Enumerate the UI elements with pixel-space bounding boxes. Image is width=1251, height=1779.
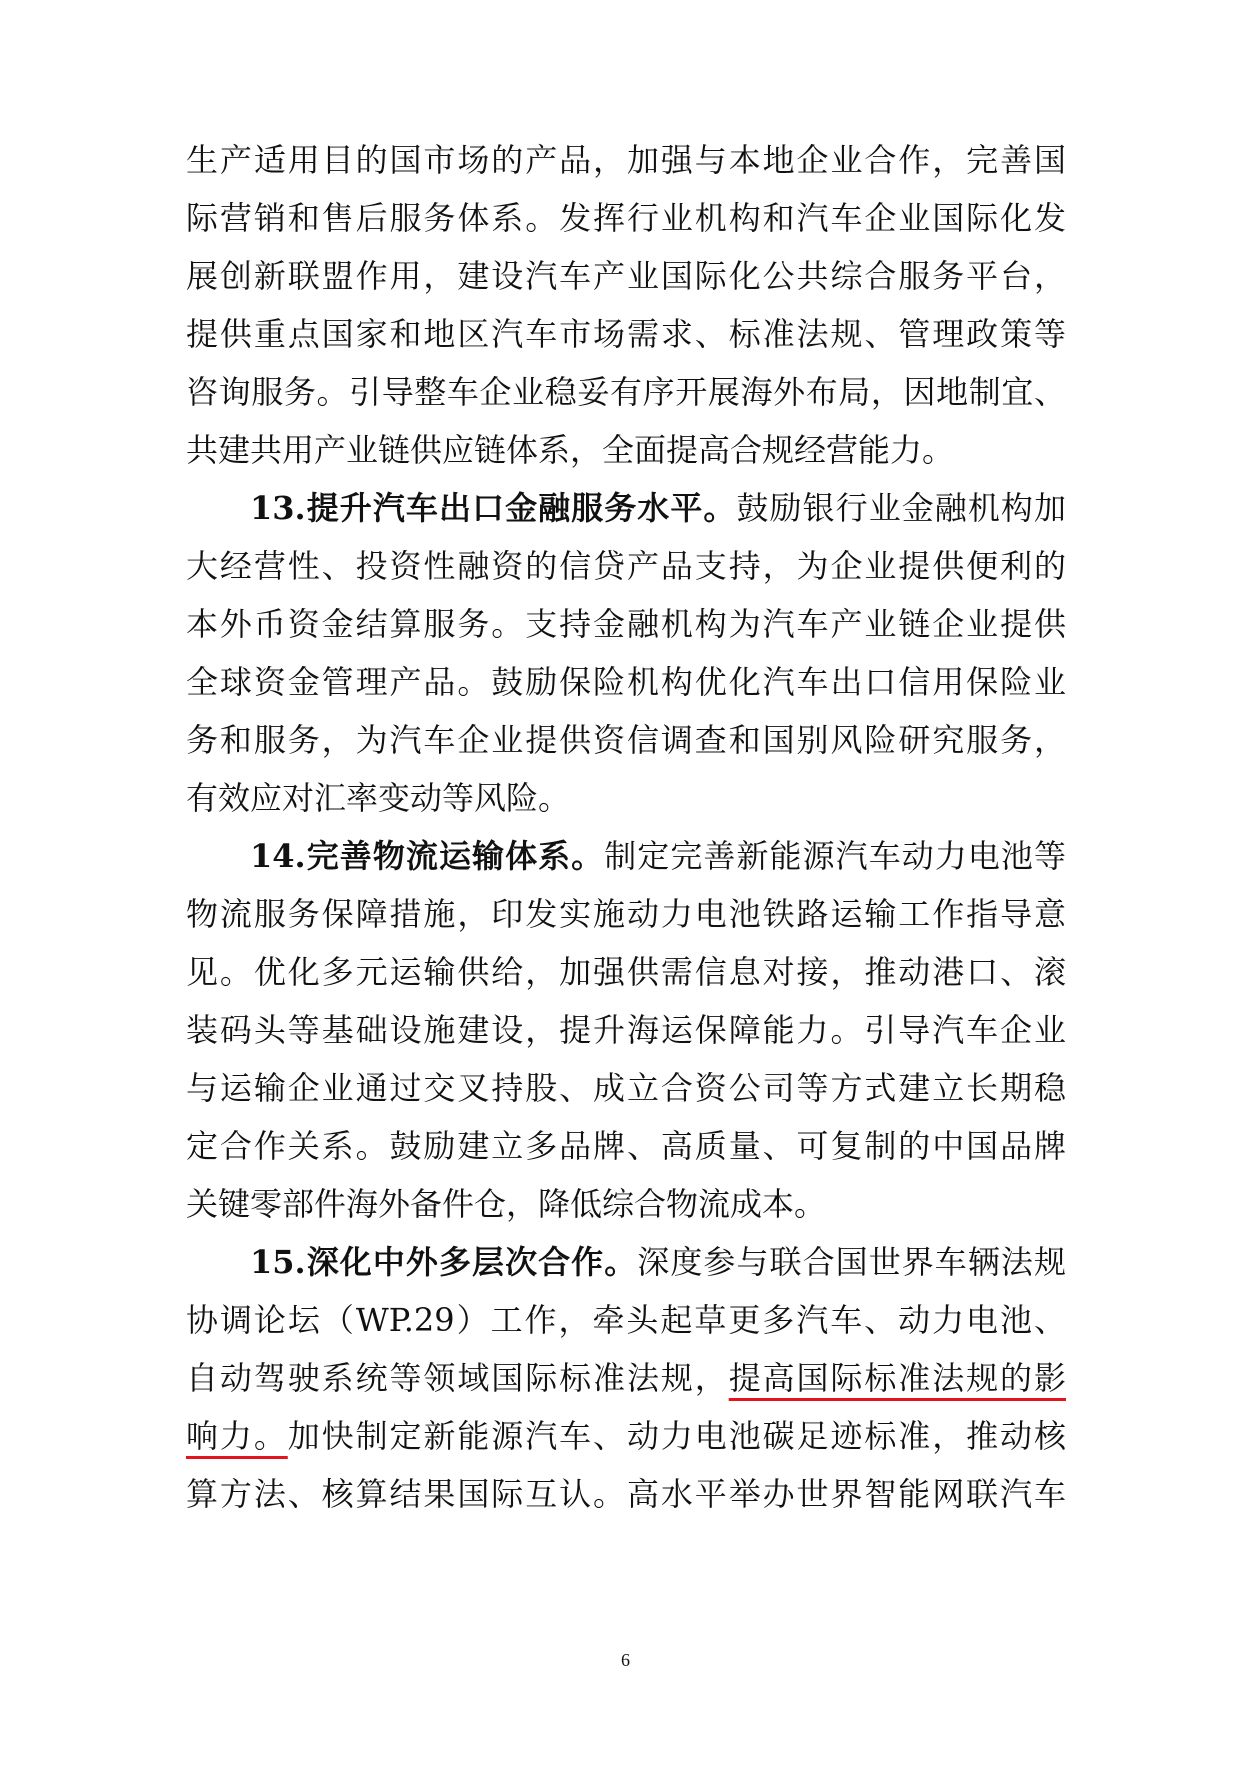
- text-line: 大经营性、投资性融资的信贷产品支持，为企业提供便利的: [186, 547, 1066, 585]
- paragraph-14-first-line: [250, 827, 1066, 885]
- paragraph-15-first-line: [250, 1233, 1066, 1291]
- paragraph-13-first-line: [250, 479, 1066, 537]
- text-line: 生产适用目的国市场的产品，加强与本地企业合作，完善国: [186, 141, 1066, 179]
- red-underlined-text: 响力。: [186, 1417, 288, 1455]
- section-heading-15: 15.深化中外多层次合作。: [250, 1243, 638, 1281]
- text-line: [186, 1349, 1066, 1407]
- text-span: 自动驾驶系统等领域国际标准法规，: [186, 1359, 729, 1397]
- section-heading-13: 13.提升汽车出口金融服务水平。: [250, 489, 737, 527]
- text-line: 际营销和售后服务体系。发挥行业机构和汽车企业国际化发: [186, 199, 1066, 237]
- text-span: 鼓励银行业金融机构加: [736, 489, 1066, 527]
- text-line: 咨询服务。引导整车企业稳妥有序开展海外布局，因地制宜、: [186, 373, 1066, 411]
- section-heading-14: 14.完善物流运输体系。: [250, 837, 605, 875]
- text-line: 共建共用产业链供应链体系，全面提高合规经营能力。: [186, 431, 955, 469]
- text-line: 与运输企业通过交叉持股、成立合资公司等方式建立长期稳: [186, 1069, 1066, 1107]
- text-line: 展创新联盟作用，建设汽车产业国际化公共综合服务平台，: [186, 257, 1066, 295]
- text-line: 物流服务保障措施，印发实施动力电池铁路运输工作指导意: [186, 895, 1066, 933]
- text-line: 关键零部件海外备件仓，降低综合物流成本。: [186, 1185, 827, 1223]
- text-line: 本外币资金结算服务。支持金融机构为汽车产业链企业提供: [186, 605, 1066, 643]
- text-line: 算方法、核算结果国际互认。高水平举办世界智能网联汽车: [186, 1475, 1066, 1513]
- text-line: 务和服务，为汽车企业提供资信调查和国别风险研究服务，: [186, 721, 1066, 759]
- text-span: 深度参与联合国世界车辆法规: [637, 1243, 1066, 1281]
- text-span: 加快制定新能源汽车、动力电池碳足迹标准，推动核: [287, 1417, 1066, 1455]
- text-line: 有效应对汇率变动等风险。: [186, 779, 571, 817]
- red-underlined-text: 提高国际标准法规的影: [728, 1359, 1066, 1397]
- text-line: 协调论坛（WP.29）工作，牵头起草更多汽车、动力电池、: [186, 1301, 1066, 1339]
- page-number: 6: [621, 1650, 630, 1670]
- text-span: 制定完善新能源汽车动力电池等: [604, 837, 1066, 875]
- text-line: 提供重点国家和地区汽车市场需求、标准法规、管理政策等: [186, 315, 1066, 353]
- text-line: 见。优化多元运输供给，加强供需信息对接，推动港口、滚: [186, 953, 1066, 991]
- text-line: 全球资金管理产品。鼓励保险机构优化汽车出口信用保险业: [186, 663, 1066, 701]
- text-line: [186, 1407, 1066, 1465]
- text-line: 定合作关系。鼓励建立多品牌、高质量、可复制的中国品牌: [186, 1127, 1066, 1165]
- text-line: 装码头等基础设施建设，提升海运保障能力。引导汽车企业: [186, 1011, 1066, 1049]
